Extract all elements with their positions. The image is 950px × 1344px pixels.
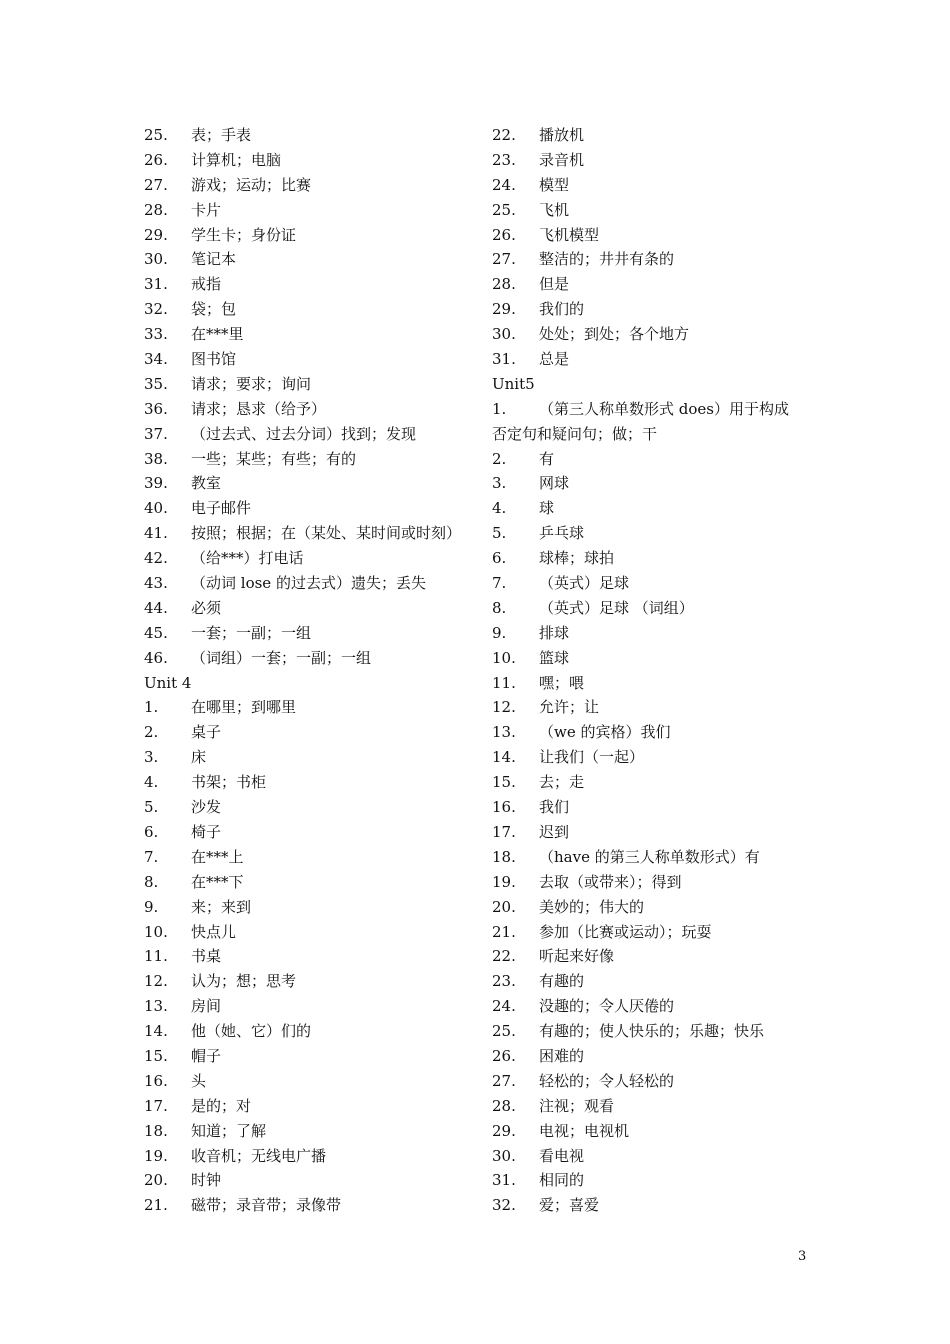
vocab-entry (144, 695, 474, 720)
entry-number: 25. (144, 126, 168, 144)
entry-number: 16. (492, 798, 516, 817)
entry-number: 8. (144, 872, 159, 891)
entry-text: 处处；到处；各个地方 (539, 325, 690, 344)
unit-heading (492, 372, 812, 397)
entry-number: 40. (144, 499, 168, 518)
entry-number: 17. (492, 822, 516, 841)
entry-text: 帽子 (191, 1046, 222, 1065)
vocab-entry (492, 148, 812, 173)
entry-number: 20. (492, 897, 516, 916)
vocab-entry (492, 1119, 812, 1144)
entry-text: 时钟 (191, 1171, 222, 1190)
entry-text: 爱；喜爱 (539, 1196, 600, 1215)
vocab-entry (144, 1094, 474, 1119)
entry-text: 有趣的；使人快乐的；乐趣；快乐 (539, 1022, 765, 1041)
entry-number: 30. (492, 325, 516, 344)
entry-number: 10. (144, 922, 168, 941)
entry-text: 去；走 (539, 773, 585, 792)
vocab-entry (144, 845, 474, 870)
entry-text: 电子邮件 (191, 499, 252, 518)
entry-number: 26. (492, 1046, 516, 1065)
entry-number: 26. (144, 150, 168, 169)
unit-heading (144, 671, 474, 696)
entry-text: 但是 (539, 275, 570, 294)
vocab-entry (492, 322, 812, 347)
vocab-entry (492, 795, 812, 820)
entry-number: 22. (492, 126, 516, 144)
vocab-entry (492, 471, 812, 496)
entry-number: 32. (144, 300, 168, 319)
entry-text: 让我们（一起） (539, 748, 645, 767)
entry-number: 29. (492, 1121, 516, 1140)
vocab-entry (144, 870, 474, 895)
entry-number: 19. (144, 1146, 168, 1165)
entry-text: 卡片 (191, 200, 222, 219)
entry-text: 书架；书柜 (191, 773, 267, 792)
vocab-entry (144, 1193, 474, 1218)
vocab-entry (144, 621, 474, 646)
entry-number: 22. (492, 947, 516, 966)
left-column (144, 123, 474, 1218)
vocab-entry (492, 1193, 812, 1218)
entry-text: 快点儿 (191, 922, 237, 941)
vocab-entry (492, 223, 812, 248)
vocab-entry (492, 1094, 812, 1119)
vocab-entry (492, 596, 812, 621)
entry-text: 我们的 (539, 300, 585, 319)
entry-number: 25. (492, 1022, 516, 1041)
vocab-entry (492, 173, 812, 198)
entry-text: 计算机；电脑 (191, 150, 282, 169)
entry-number: 43. (144, 574, 168, 593)
entry-continuation (492, 422, 812, 447)
entry-number: 36. (144, 399, 168, 418)
entry-text: 收音机；无线电广播 (191, 1146, 327, 1165)
entry-text: 他（她、它）们的 (191, 1022, 312, 1041)
entry-text: 飞机 (539, 200, 570, 219)
vocab-entry (144, 372, 474, 397)
vocab-entry (144, 795, 474, 820)
vocab-entry (144, 521, 474, 546)
entry-number: 7. (492, 574, 507, 593)
entry-number: 16. (144, 1071, 168, 1090)
entry-number: 19. (492, 872, 516, 891)
vocab-entry (144, 546, 474, 571)
entry-number: 5. (492, 524, 507, 543)
vocab-entry (492, 745, 812, 770)
vocab-entry (492, 1168, 812, 1193)
entry-number: 37. (144, 424, 168, 443)
vocab-entry (492, 198, 812, 223)
vocab-entry (492, 272, 812, 297)
vocab-entry (492, 247, 812, 272)
entry-text: 嘿；喂 (539, 673, 585, 692)
vocab-entry (144, 1019, 474, 1044)
entry-number: 14. (492, 748, 516, 767)
entry-number: 18. (144, 1121, 168, 1140)
entry-text: 磁带；录音带；录像带 (191, 1196, 342, 1215)
entry-text: 播放机 (539, 126, 585, 144)
vocab-entry (492, 870, 812, 895)
entry-text: 球棒；球拍 (539, 549, 615, 568)
vocab-entry (492, 895, 812, 920)
entry-text: 看电视 (539, 1146, 585, 1165)
entry-text: （we 的宾格）我们 (539, 723, 671, 742)
entry-number: 42. (144, 549, 168, 568)
entry-text: （过去式、过去分词）找到；发现 (191, 424, 417, 443)
entry-text: 头 (191, 1071, 207, 1090)
entry-text: 允许；让 (539, 698, 600, 717)
vocab-entry (144, 571, 474, 596)
vocab-entry (144, 1069, 474, 1094)
entry-number: 6. (492, 549, 507, 568)
entry-text: 必须 (191, 598, 222, 617)
vocab-entry (144, 1144, 474, 1169)
entry-text: 电视；电视机 (539, 1121, 630, 1140)
entry-text: 床 (191, 748, 207, 767)
entry-number: 30. (492, 1146, 516, 1165)
entry-text: 桌子 (191, 723, 222, 742)
entry-text: 在***下 (191, 872, 244, 891)
vocab-entry (144, 471, 474, 496)
entry-text: 认为；想；思考 (191, 972, 297, 991)
entry-number: 12. (144, 972, 168, 991)
vocab-entry (144, 422, 474, 447)
entry-number: 23. (492, 972, 516, 991)
entry-number: 1. (144, 698, 159, 717)
entry-text: 相同的 (539, 1171, 585, 1190)
entry-text: 整洁的；井井有条的 (539, 250, 675, 269)
entry-text: 在***里 (191, 325, 244, 344)
vocab-entry (144, 1044, 474, 1069)
entry-text: （英式）足球 (539, 574, 630, 593)
entry-number: 1. (492, 399, 507, 418)
entry-number: 38. (144, 449, 168, 468)
entry-number: 24. (492, 175, 516, 194)
entry-text: 轻松的；令人轻松的 (539, 1071, 675, 1090)
entry-number: 28. (492, 1096, 516, 1115)
entry-text: 录音机 (539, 150, 585, 169)
vocab-entry (144, 1168, 474, 1193)
entry-text: （给***）打电话 (191, 549, 304, 568)
vocab-entry (492, 994, 812, 1019)
entry-number: 29. (492, 300, 516, 319)
entry-number: 31. (492, 1171, 516, 1190)
vocab-entry (492, 571, 812, 596)
entry-text: 参加（比赛或运动）；玩耍 (539, 922, 712, 941)
entry-text: 有 (539, 449, 555, 468)
vocab-entry (144, 148, 474, 173)
entry-text: 球 (539, 499, 555, 518)
entry-number: 2. (492, 449, 507, 468)
entry-text: 一些；某些；有些；有的 (191, 449, 357, 468)
entry-text: 去取（或带来）；得到 (539, 872, 682, 891)
entry-text: 一套；一副；一组 (191, 623, 312, 642)
entry-number: 41. (144, 524, 168, 543)
entry-text: 美妙的；伟大的 (539, 897, 645, 916)
vocab-entry (492, 969, 812, 994)
entry-number: 34. (144, 350, 168, 369)
entry-number: 39. (144, 474, 168, 493)
vocab-entry (144, 272, 474, 297)
vocab-entry (492, 447, 812, 472)
entry-number: 2. (144, 723, 159, 742)
entry-text: （动词 lose 的过去式）遗失；丢失 (191, 574, 426, 593)
entry-text: 乒乓球 (539, 524, 585, 543)
entry-text: 沙发 (191, 798, 222, 817)
vocab-entry (492, 123, 812, 148)
vocab-entry (492, 347, 812, 372)
entry-number: 5. (144, 798, 159, 817)
entry-number: 13. (492, 723, 516, 742)
entry-text: 在***上 (191, 847, 244, 866)
vocab-entry (144, 820, 474, 845)
vocab-entry (492, 521, 812, 546)
entry-text: （第三人称单数形式 does）用于构成 (539, 399, 789, 418)
entry-number: 31. (492, 350, 516, 369)
entry-text: 房间 (191, 997, 222, 1016)
entry-number: 14. (144, 1022, 168, 1041)
entry-text: Unit5 (492, 374, 535, 393)
entry-number: 24. (492, 997, 516, 1016)
vocab-entry (492, 845, 812, 870)
entry-text: 游戏；运动；比赛 (191, 175, 312, 194)
entry-text: 图书馆 (191, 350, 237, 369)
vocab-entry (492, 1019, 812, 1044)
entry-text: 迟到 (539, 822, 570, 841)
entry-number: 17. (144, 1096, 168, 1115)
entry-number: 45. (144, 623, 168, 642)
entry-text: 模型 (539, 175, 570, 194)
entry-text: 有趣的 (539, 972, 585, 991)
entry-number: 30. (144, 250, 168, 269)
entry-number: 21. (492, 922, 516, 941)
vocab-entry (492, 297, 812, 322)
vocab-entry (144, 397, 474, 422)
entry-text: 来；来到 (191, 897, 252, 916)
entry-number: 25. (492, 200, 516, 219)
entry-text: 按照；根据；在（某处、某时间或时刻） (191, 524, 462, 543)
vocab-entry (144, 347, 474, 372)
vocab-entry (144, 173, 474, 198)
vocab-entry (144, 198, 474, 223)
entry-number: 21. (144, 1196, 168, 1215)
entry-text: 学生卡；身份证 (191, 225, 297, 244)
vocab-entry (144, 720, 474, 745)
entry-text: （词组）一套；一副；一组 (191, 648, 372, 667)
entry-text: 请求；要求；询问 (191, 374, 312, 393)
entry-number: 11. (492, 673, 516, 692)
vocab-entry (492, 397, 812, 422)
vocab-entry (144, 745, 474, 770)
entry-text: 听起来好像 (539, 947, 615, 966)
vocab-entry (492, 646, 812, 671)
entry-text: 网球 (539, 474, 570, 493)
vocab-entry (492, 720, 812, 745)
entry-number: 35. (144, 374, 168, 393)
vocab-entry (144, 123, 474, 148)
vocab-entry (492, 496, 812, 521)
vocab-entry (492, 820, 812, 845)
entry-number: 20. (144, 1171, 168, 1190)
entry-text: 笔记本 (191, 250, 237, 269)
entry-number: 8. (492, 598, 507, 617)
vocab-entry (144, 297, 474, 322)
vocab-entry (492, 621, 812, 646)
entry-text: 飞机模型 (539, 225, 600, 244)
vocab-entry (144, 322, 474, 347)
vocab-entry (144, 920, 474, 945)
entry-text: 排球 (539, 623, 570, 642)
vocab-entry (144, 994, 474, 1019)
entry-number: 46. (144, 648, 168, 667)
vocab-entry (492, 671, 812, 696)
vocab-entry (492, 1044, 812, 1069)
entry-text: 困难的 (539, 1046, 585, 1065)
entry-number: 10. (492, 648, 516, 667)
entry-text: 注视；观看 (539, 1096, 615, 1115)
vocab-entry (492, 944, 812, 969)
entry-number: 12. (492, 698, 516, 717)
entry-number: 9. (144, 897, 159, 916)
entry-number: 26. (492, 225, 516, 244)
vocab-entry (492, 770, 812, 795)
entry-number: 15. (492, 773, 516, 792)
entry-text: 书桌 (191, 947, 222, 966)
page-number: 3 (798, 1249, 807, 1264)
entry-text: 在哪里；到哪里 (191, 698, 297, 717)
entry-number: 6. (144, 822, 159, 841)
entry-number: 27. (144, 175, 168, 194)
entry-number: 3. (492, 474, 507, 493)
vocab-entry (492, 1144, 812, 1169)
vocab-entry (144, 447, 474, 472)
entry-number: 3. (144, 748, 159, 767)
vocab-entry (144, 247, 474, 272)
entry-number: 44. (144, 598, 168, 617)
entry-number: 28. (144, 200, 168, 219)
entry-text: 请求；恳求（给予） (191, 399, 327, 418)
entry-number: 13. (144, 997, 168, 1016)
vocab-entry (144, 223, 474, 248)
entry-number: 9. (492, 623, 507, 642)
entry-text: 袋；包 (191, 300, 237, 319)
entry-number: 29. (144, 225, 168, 244)
entry-number: 15. (144, 1046, 168, 1065)
entry-number: 11. (144, 947, 168, 966)
vocab-entry (144, 496, 474, 521)
vocab-entry (492, 695, 812, 720)
vocab-entry (492, 1069, 812, 1094)
entry-number: 27. (492, 250, 516, 269)
vocab-entry (144, 770, 474, 795)
entry-number: 7. (144, 847, 159, 866)
entry-text: 戒指 (191, 275, 222, 294)
entry-text: 篮球 (539, 648, 570, 667)
entry-text: （have 的第三人称单数形式）有 (539, 847, 760, 866)
entry-text: Unit 4 (144, 673, 192, 692)
vocab-entry (492, 920, 812, 945)
right-column (492, 123, 812, 1218)
vocab-entry (144, 895, 474, 920)
entry-number: 4. (492, 499, 507, 518)
entry-text: （英式）足球 （词组） (539, 598, 694, 617)
entry-text: 总是 (539, 350, 570, 369)
vocab-entry (144, 596, 474, 621)
entry-text: 我们 (539, 798, 570, 817)
entry-number: 31. (144, 275, 168, 294)
entry-text: 否定句和疑问句；做；干 (492, 424, 658, 443)
entry-number: 28. (492, 275, 516, 294)
vocab-entry (144, 969, 474, 994)
entry-number: 4. (144, 773, 159, 792)
vocab-entry (144, 646, 474, 671)
entry-text: 是的；对 (191, 1096, 252, 1115)
entry-number: 27. (492, 1071, 516, 1090)
entry-number: 33. (144, 325, 168, 344)
vocab-entry (144, 1119, 474, 1144)
entry-text: 表；手表 (191, 126, 252, 144)
vocab-entry (492, 546, 812, 571)
entry-text: 教室 (191, 474, 222, 493)
entry-number: 23. (492, 150, 516, 169)
entry-text: 椅子 (191, 822, 222, 841)
entry-text: 知道；了解 (191, 1121, 267, 1140)
entry-number: 18. (492, 847, 516, 866)
entry-text: 没趣的；令人厌倦的 (539, 997, 675, 1016)
vocab-entry (144, 944, 474, 969)
entry-number: 32. (492, 1196, 516, 1215)
